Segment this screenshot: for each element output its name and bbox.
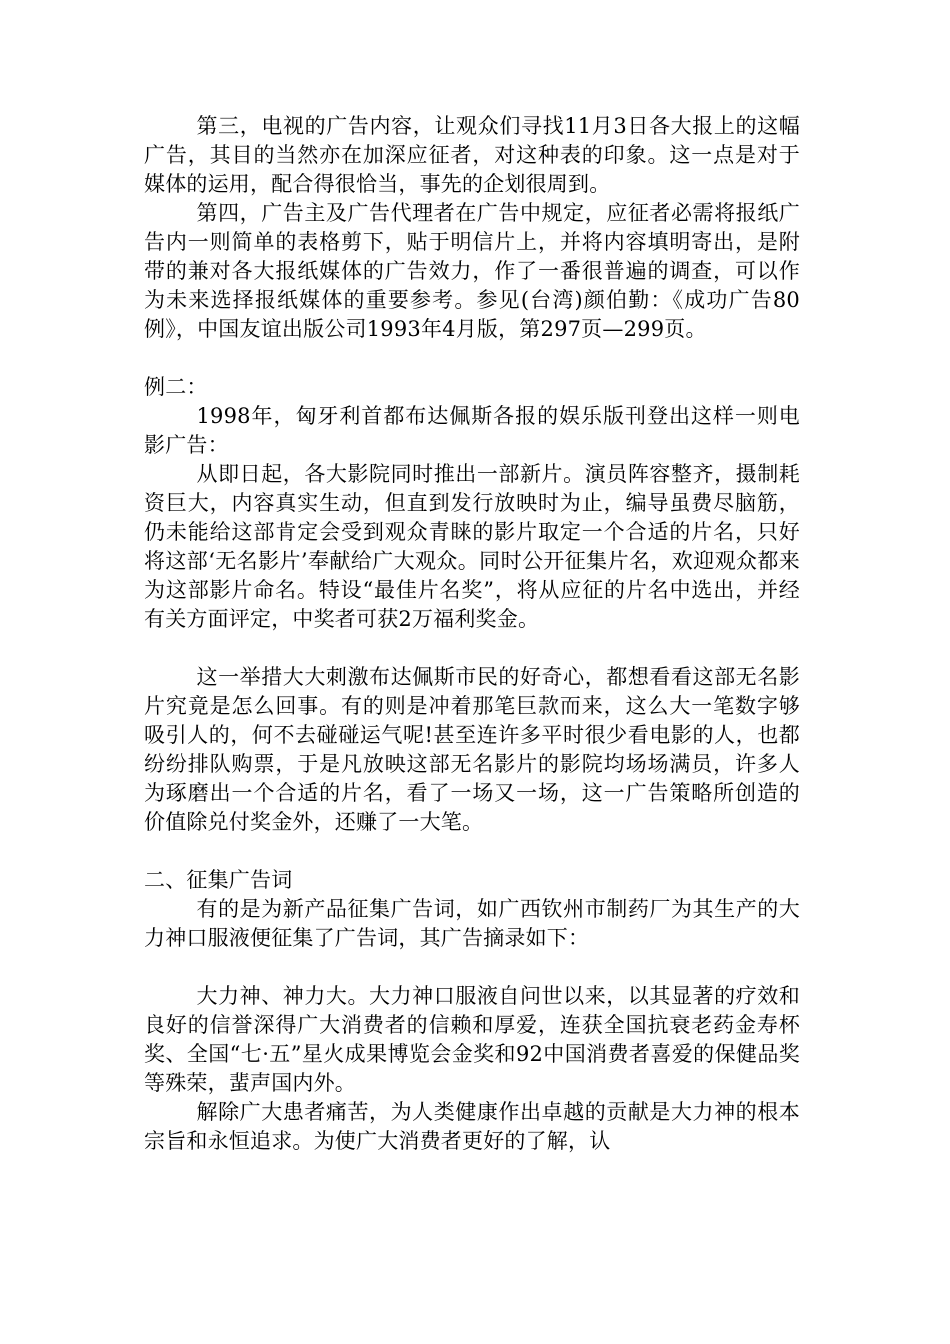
paragraph-product-ad: 大力神、神力大。大力神口服液自问世以来，以其显著的疗效和良好的信誉深得广大消费者的信赖和厚爱，连获全国抗衰老药金寿杯奖、全国“七·五”星火成果博览会金奖和92中国消费者喜爱的保健品奖等殊荣，蜚声国内外。 xyxy=(144,984,800,1095)
paragraph-fourth-point: 第四，广告主及广告代理者在广告中规定，应征者必需将报纸广告内一则简单的表格剪下，贴于明信片上，并将内容填明寄出，是附带的兼对各大报纸媒体的广告效力，作了一番很普遍的调查，可以作为未来选择报纸媒体的重要参考。参见(台湾)颜伯勤：《成功广告80 例》，中国友谊出版公司1993年4月版，第297页—299页。 xyxy=(144,201,800,341)
blank-line xyxy=(144,634,800,663)
paragraph-mission: 解除广大患者痛苦，为人类健康作出卓越的贡献是大力神的根本宗旨和永恒追求。为使广大消费者更好的了解，认 xyxy=(144,1100,800,1153)
document-page xyxy=(144,112,800,1156)
blank-line xyxy=(144,953,800,982)
example-two-heading: 例二： xyxy=(144,375,208,399)
section-heading-slogan: 二、征集广告词 xyxy=(144,868,293,892)
paragraph-film-ad: 从即日起，各大影院同时推出一部新片。演员阵容整齐，摄制耗资巨大，内容真实生动，但直到发行放映时为止，编导虽费尽脑筋，仍未能给这部肯定会受到观众青睐的影片取定一个合适的片名，只好将这部‘无名影片’奉献给广大观众。同时公开征集片名，欢迎观众都来为这部影片命名。特设“最佳片名奖”，将从应征的片名中选出，并经有关方面评定，中奖者可获2万福利奖金。 xyxy=(144,462,800,631)
paragraph-public-response: 这一举措大大刺激布达佩斯市民的好奇心，都想看看这部无名影片究竟是怎么回事。有的则是冲着那笔巨款而来，这么大一笔数字够吸引人的，何不去碰碰运气呢!甚至连许多平时很少看电影的人，也都纷纷排队购票，于是凡放映这部无名影片的影院均场场满员，许多人为琢磨出一个合适的片名，看了一场又一场，这一广告策略所创造的价值除兑付奖金外，还赚了一大笔。 xyxy=(144,665,800,834)
blank-line xyxy=(144,344,800,373)
paragraph-budapest-intro: 1998年，匈牙利首都布达佩斯各报的娱乐版刊登出这样一则电影广告： xyxy=(144,404,800,457)
blank-line xyxy=(144,837,800,866)
paragraph-slogan-intro: 有的是为新产品征集广告词，如广西钦州市制药厂为其生产的大力神口服液便征集了广告词，其广告摘录如下： xyxy=(144,897,800,950)
paragraph-third-point: 第三，电视的广告内容，让观众们寻找11月3日各大报上的这幅广告，其目的当然亦在加深应征者，对这种表的印象。这一点是对于媒体的运用，配合得很恰当，事先的企划很周到。 xyxy=(144,114,800,196)
